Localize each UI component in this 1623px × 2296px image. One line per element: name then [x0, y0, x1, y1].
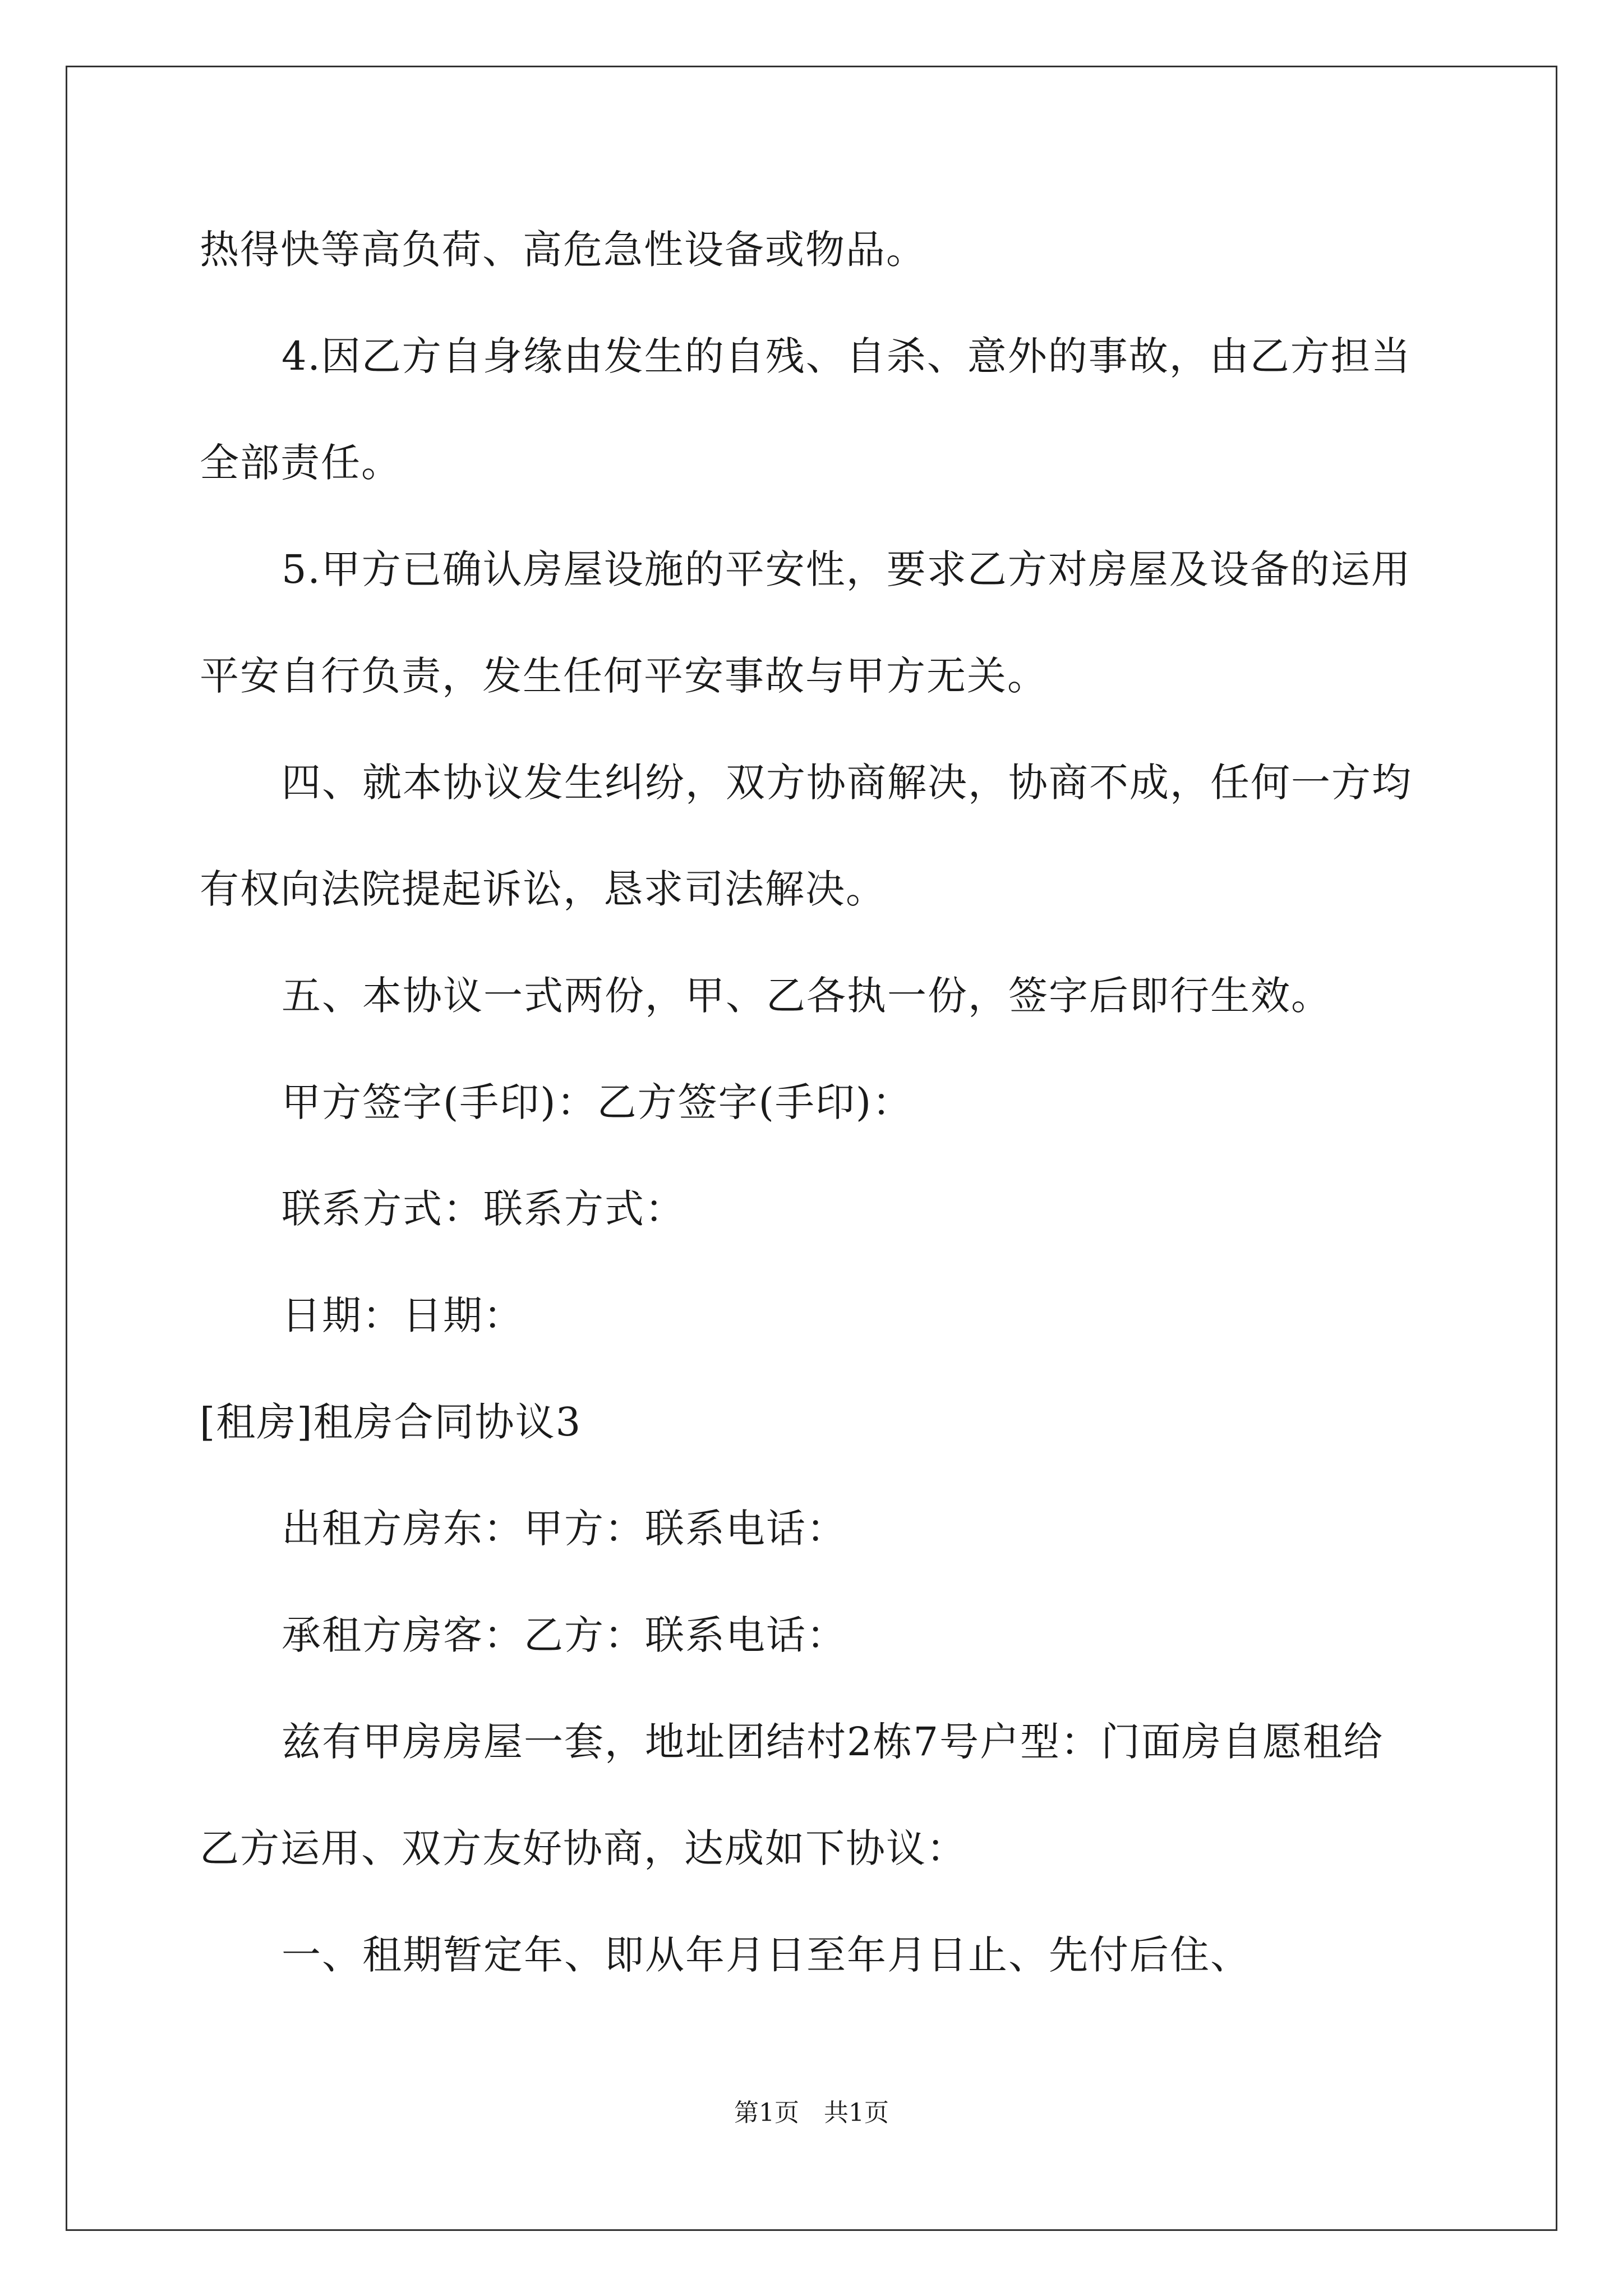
text-line: 出租方房东：甲方：联系电话： [282, 1506, 847, 1552]
text-line: 联系方式：联系方式： [282, 1186, 685, 1232]
text-line: 4.因乙方自身缘由发生的自残、自杀、意外的事故，由乙方担当 [282, 333, 1412, 379]
text-line: 乙方运用、双方友好协商，达成如下协议： [200, 1825, 967, 1871]
page-border [66, 66, 1557, 2231]
text-line: 甲方签字(手印)：乙方签字(手印)： [282, 1079, 913, 1125]
text-line: 有权向法院提起诉讼，恳求司法解决。 [200, 866, 886, 912]
text-line: 全部责任。 [200, 440, 402, 486]
text-line: 一、租期暂定年、即从年月日至年月日止、先付后住、 [282, 1932, 1251, 1978]
text-line: 四、就本协议发生纠纷，双方协商解决，协商不成，任何一方均 [282, 760, 1412, 806]
text-line: 5.甲方已确认房屋设施的平安性，要求乙方对房屋及设备的运用 [282, 546, 1412, 592]
section-heading: [租房]租房合同协议3 [200, 1399, 582, 1445]
text-line: 五、本协议一式两份，甲、乙各执一份，签字后即行生效。 [282, 973, 1331, 1019]
text-line: 承租方房客：乙方：联系电话： [282, 1612, 847, 1658]
page-number: 第1页 共1页 [734, 2099, 889, 2127]
text-line: 平安自行负责，发生任何平安事故与甲方无关。 [200, 653, 1048, 699]
text-line: 热得快等高负荷、高危急性设备或物品。 [200, 227, 926, 273]
text-line: 兹有甲房房屋一套，地址团结村2栋7号户型：门面房自愿租给 [282, 1719, 1384, 1765]
text-line: 日期：日期： [282, 1292, 524, 1338]
